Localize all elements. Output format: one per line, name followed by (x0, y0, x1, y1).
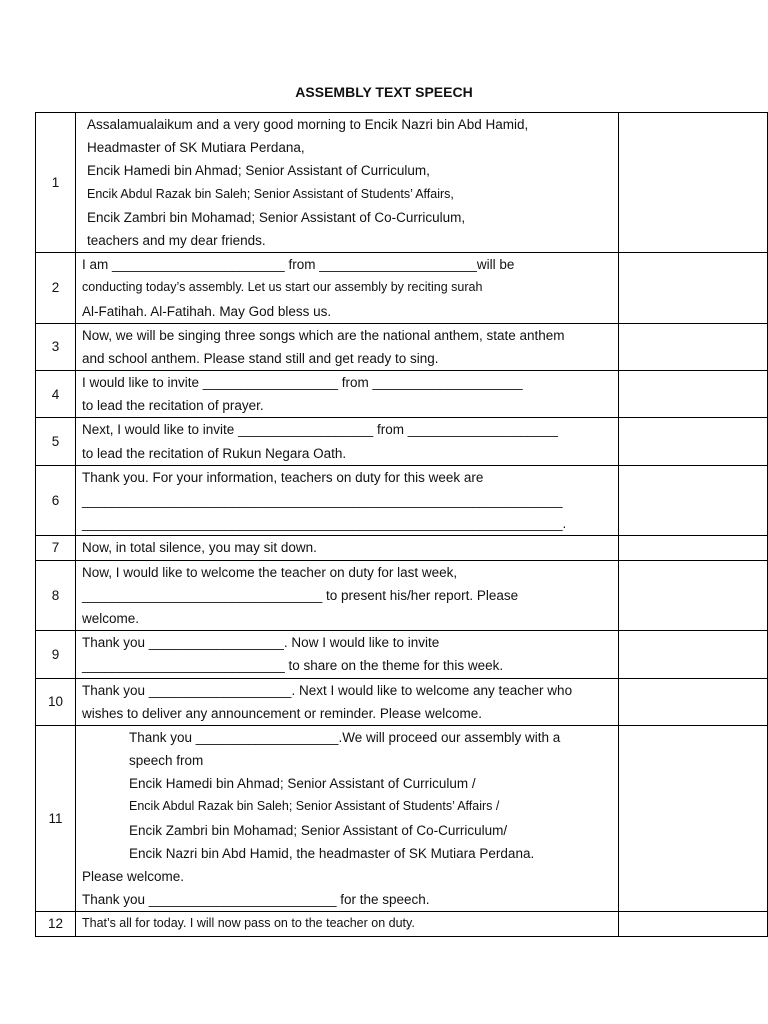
text-line: That’s all for today. I will now pass on to the teacher on duty. (82, 916, 415, 931)
document-title: ASSEMBLY TEXT SPEECH (295, 84, 473, 100)
row-number: 7 (36, 536, 76, 560)
table-row (36, 465, 768, 536)
table-row (36, 418, 768, 465)
table-row (36, 371, 768, 418)
blank-cell (619, 253, 768, 324)
text-line: Now, we will be singing three songs which are the national anthem, state anthem (82, 327, 565, 343)
text-line: ___________________________ to share on the theme for this week. (82, 658, 504, 674)
text-line: Encik Zambri bin Mohamad; Senior Assistant of Co-Curriculum/ (129, 822, 508, 838)
row-number: 11 (36, 725, 76, 912)
table-row (36, 725, 768, 912)
row-number: 4 (36, 371, 76, 418)
text-line: conducting today’s assembly. Let us start our assembly by reciting surah (82, 280, 483, 295)
text-line: Headmaster of SK Mutiara Perdana, (87, 140, 305, 156)
row-number: 9 (36, 631, 76, 678)
text-line: and school anthem. Please stand still and get ready to sing. (82, 350, 439, 366)
table-row (36, 253, 768, 324)
table-row (36, 912, 768, 936)
blank-cell (619, 418, 768, 465)
blank-cell (619, 371, 768, 418)
row-text (76, 323, 619, 370)
blank-cell (619, 560, 768, 631)
row-text (76, 253, 619, 324)
row-text (76, 631, 619, 678)
text-line: Next, I would like to invite __________________ from ____________________ (82, 422, 558, 438)
text-line: teachers and my dear friends. (87, 232, 266, 248)
table-row (36, 113, 768, 253)
blank-cell (619, 536, 768, 560)
text-line: Thank you _________________________ for the speech. (82, 892, 430, 908)
row-number: 3 (36, 323, 76, 370)
text-line: Thank you ___________________.We will proceed our assembly with a (129, 729, 561, 745)
table-row (36, 678, 768, 725)
row-text (76, 725, 619, 912)
text-line: Assalamualaikum and a very good morning to Encik Nazri bin Abd Hamid, (87, 117, 529, 132)
text-line: welcome. (82, 610, 140, 626)
row-number: 12 (36, 912, 76, 936)
text-line: Encik Hamedi bin Ahmad; Senior Assistant of Curriculum, (87, 163, 430, 179)
text-line: to lead the recitation of prayer. (82, 398, 264, 414)
text-line: Now, I would like to welcome the teacher on duty for last week, (82, 564, 458, 580)
row-text (76, 371, 619, 418)
row-text (76, 113, 619, 253)
blank-cell (619, 912, 768, 936)
row-text (76, 536, 619, 560)
text-line: Encik Hamedi bin Ahmad; Senior Assistant of Curriculum / (129, 776, 476, 792)
text-line: speech from (129, 753, 204, 769)
row-number: 2 (36, 253, 76, 324)
blank-cell (619, 678, 768, 725)
row-text (76, 678, 619, 725)
assembly-table (35, 112, 768, 937)
row-text (76, 560, 619, 631)
text-line: I would like to invite __________________ from ____________________ (82, 375, 523, 391)
text-line: Thank you ___________________. Next I would like to welcome any teacher who (82, 682, 573, 698)
text-line: Now, in total silence, you may sit down. (82, 540, 317, 556)
row-text (76, 912, 619, 936)
row-number: 8 (36, 560, 76, 631)
text-line: ________________________________________________________________ (82, 493, 563, 508)
text-line: ________________________________________________________________. (82, 516, 567, 532)
text-line: Encik Abdul Razak bin Saleh; Senior Assistant of Students’ Affairs / (129, 799, 500, 814)
text-line: Encik Zambri bin Mohamad; Senior Assistant of Co-Curriculum, (87, 209, 466, 225)
text-line: wishes to deliver any announcement or reminder. Please welcome. (82, 705, 482, 721)
blank-cell (619, 323, 768, 370)
text-line: Thank you __________________. Now I would like to invite (82, 635, 440, 651)
blank-cell (619, 113, 768, 253)
blank-cell (619, 465, 768, 536)
row-number: 1 (36, 113, 76, 253)
text-line: Please welcome. (82, 869, 185, 884)
blank-cell (619, 725, 768, 912)
text-line: Al-Fatihah. Al-Fatihah. May God bless us. (82, 303, 332, 319)
row-text (76, 418, 619, 465)
table-row (36, 631, 768, 678)
text-line: I am _______________________ from _____________________will be (82, 257, 515, 273)
row-number: 6 (36, 465, 76, 536)
table-row (36, 560, 768, 631)
text-line: Encik Abdul Razak bin Saleh; Senior Assistant of Students’ Affairs, (87, 186, 454, 201)
blank-cell (619, 631, 768, 678)
text-line: Thank you. For your information, teachers on duty for this week are (82, 469, 484, 485)
text-line: Encik Nazri bin Abd Hamid, the headmaster of SK Mutiara Perdana. (129, 845, 535, 861)
table-row (36, 323, 768, 370)
row-text (76, 465, 619, 536)
row-number: 5 (36, 418, 76, 465)
text-line: to lead the recitation of Rukun Negara Oath. (82, 445, 347, 461)
table-row (36, 536, 768, 560)
row-number: 10 (36, 678, 76, 725)
text-line: ________________________________ to present his/her report. Please (82, 587, 519, 603)
